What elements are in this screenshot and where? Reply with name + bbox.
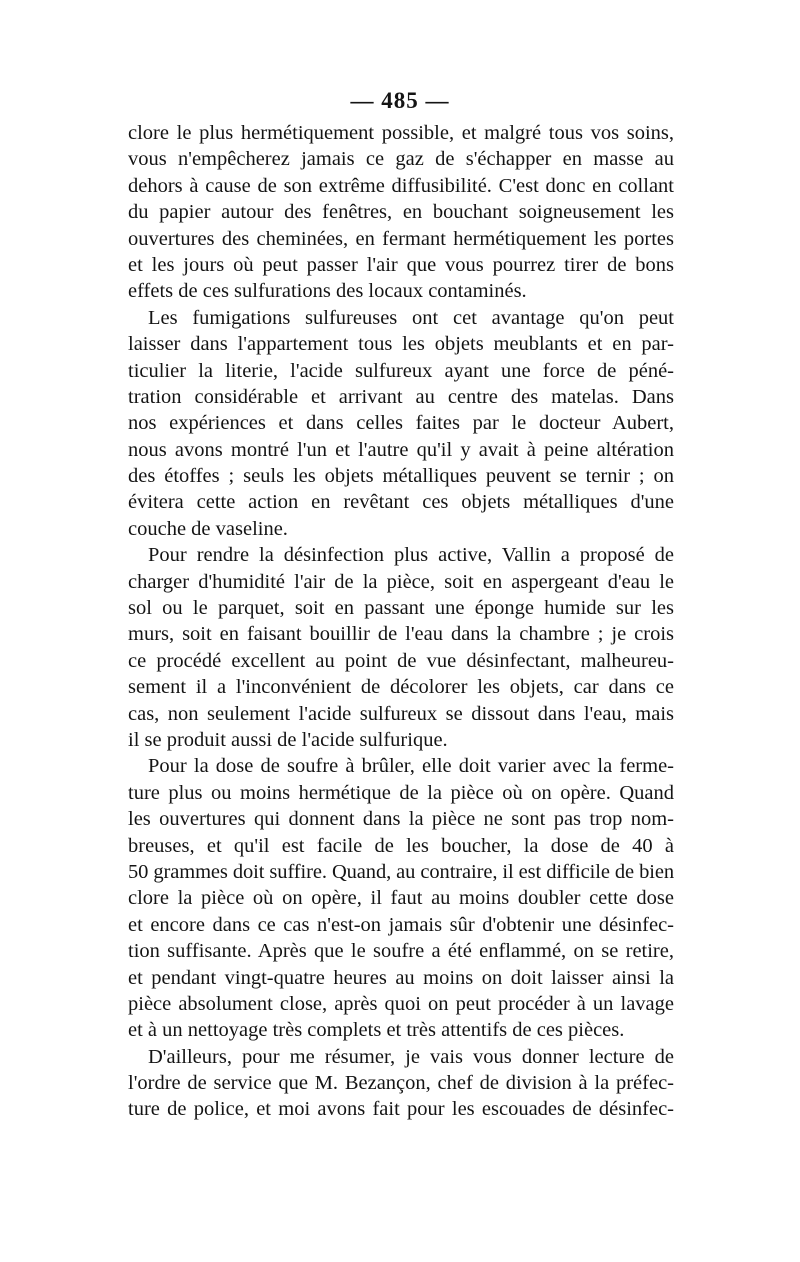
text-line: et pendant vingt-quatre heures au moins on doit laisser ainsi la bbox=[128, 966, 674, 989]
text-line: laisser dans l'appartement tous les objets meublants et en par- bbox=[128, 333, 674, 356]
text-line: ce procédé excellent au point de vue désinfectant, malheureu- bbox=[128, 649, 674, 672]
text-line: et les jours où peut passer l'air que vous pourrez tirer de bons bbox=[128, 253, 674, 276]
text-line: vous n'empêcherez jamais ce gaz de s'échapper en masse au bbox=[128, 148, 674, 171]
text-line: sol ou le parquet, soit en passant une éponge humide sur les bbox=[128, 597, 674, 620]
text-line: couche de vaseline. bbox=[128, 517, 288, 540]
text-line: clore le plus hermétiquement possible, et malgré tous vos soins, bbox=[128, 122, 674, 144]
text-line: cas, non seulement l'acide sulfureux se dissout dans l'eau, mais bbox=[128, 702, 674, 725]
page-number: — 485 — bbox=[350, 88, 450, 113]
text-line: murs, soit en faisant bouillir de l'eau dans la chambre ; je crois bbox=[128, 623, 674, 646]
text-line: ouvertures des cheminées, en fermant hermétiquement les portes bbox=[128, 227, 674, 250]
text-line: il se produit aussi de l'acide sulfurique. bbox=[128, 728, 448, 751]
text-line: effets de ces sulfurations des locaux contaminés. bbox=[128, 280, 527, 303]
text-line: Pour la dose de soufre à brûler, elle doit varier avec la ferme- bbox=[148, 755, 674, 778]
text-line: nous avons montré l'un et l'autre qu'il y avait à peine altération bbox=[128, 438, 674, 461]
text-line: et encore dans ce cas n'est-on jamais sûr d'obtenir une désinfec- bbox=[128, 913, 674, 936]
text-line: nos expériences et dans celles faites par le docteur Aubert, bbox=[128, 412, 674, 435]
text-line: ture plus ou moins hermétique de la pièce où on opère. Quand bbox=[128, 781, 674, 804]
text-line: tration considérable et arrivant au centre des matelas. Dans bbox=[128, 385, 674, 408]
text-line: 50 grammes doit suffire. Quand, au contraire, il est difficile de bien bbox=[128, 860, 674, 883]
text-line: ticulier la literie, l'acide sulfureux ayant une force de péné- bbox=[128, 359, 674, 382]
body-text bbox=[128, 120, 674, 1123]
text-line: pièce absolument close, après quoi on peut procéder à un lavage bbox=[128, 992, 674, 1015]
text-line: ture de police, et moi avons fait pour les escouades de désinfec- bbox=[128, 1098, 674, 1121]
text-line: charger d'humidité l'air de la pièce, soit en aspergeant d'eau le bbox=[128, 570, 674, 593]
text-line: clore la pièce où on opère, il faut au moins doubler cette dose bbox=[128, 887, 674, 910]
text-line: Les fumigations sulfureuses ont cet avantage qu'on peut bbox=[148, 306, 674, 329]
text-line: Pour rendre la désinfection plus active, Vallin a proposé de bbox=[148, 544, 674, 567]
text-line: D'ailleurs, pour me résumer, je vais vous donner lecture de bbox=[148, 1045, 674, 1068]
text-line: évitera cette action en revêtant ces objets métalliques d'une bbox=[128, 491, 674, 514]
text-line: les ouvertures qui donnent dans la pièce ne sont pas trop nom- bbox=[128, 808, 674, 831]
text-line: des étoffes ; seuls les objets métalliques peuvent se ternir ; on bbox=[128, 465, 674, 488]
text-line: breuses, et qu'il est facile de les boucher, la dose de 40 à bbox=[128, 834, 674, 857]
text-line: tion suffisante. Après que le soufre a été enflammé, on se retire, bbox=[128, 940, 674, 963]
text-line: l'ordre de service que M. Bezançon, chef de division à la préfec- bbox=[128, 1072, 674, 1095]
text-line: et à un nettoyage très complets et très attentifs de ces pièces. bbox=[128, 1019, 625, 1042]
text-line: sement il a l'inconvénient de décolorer les objets, car dans ce bbox=[128, 676, 674, 699]
text-line: du papier autour des fenêtres, en bouchant soigneusement les bbox=[128, 201, 674, 224]
text-line: dehors à cause de son extrême diffusibilité. C'est donc en collant bbox=[128, 174, 674, 197]
